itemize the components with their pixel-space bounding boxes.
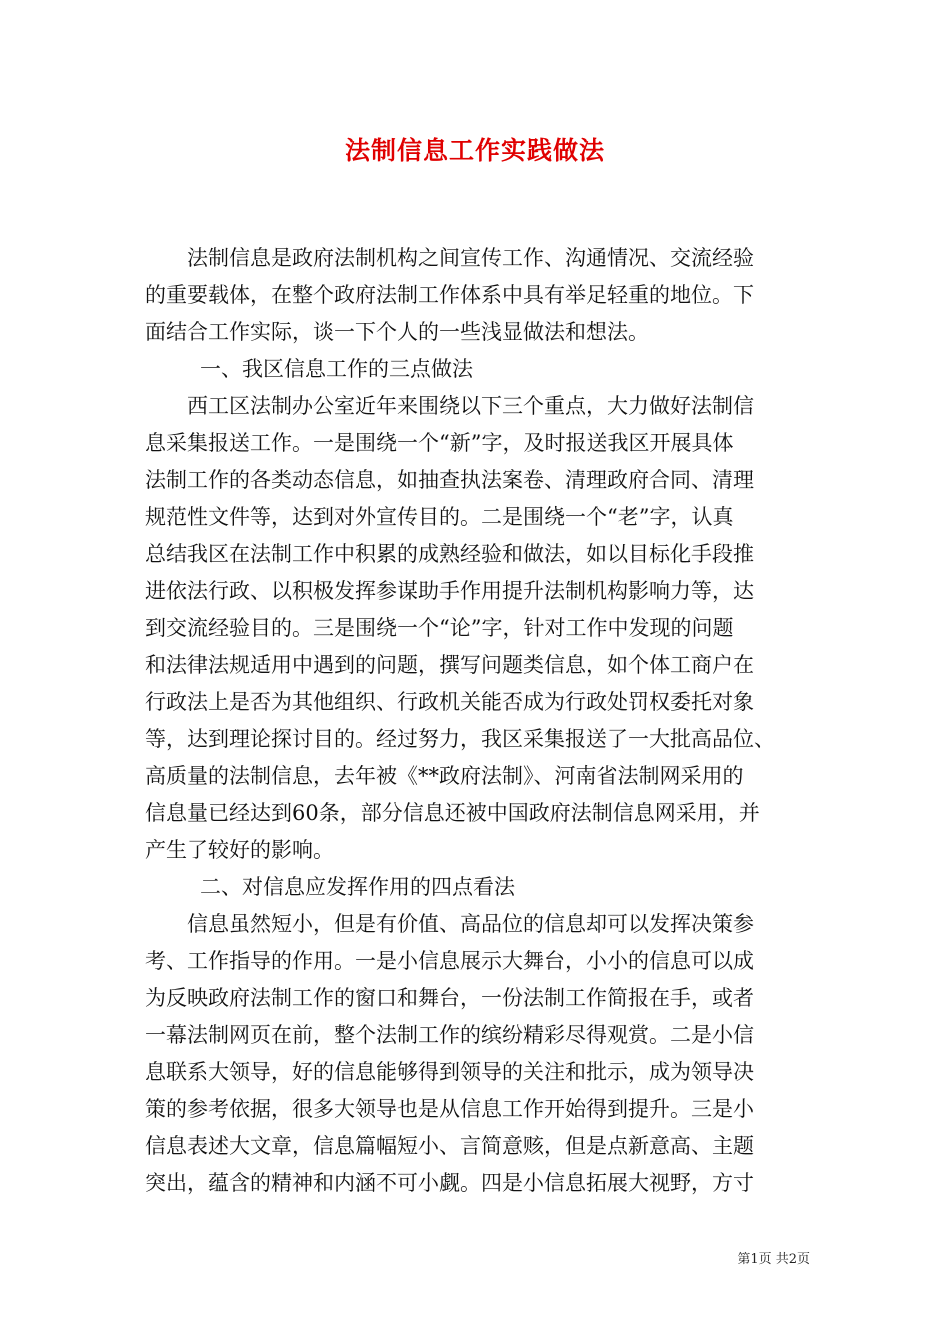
section-heading: 一、我区信息工作的三点做法 <box>200 357 473 381</box>
page-number: 第1页 共2页 <box>737 1252 810 1267</box>
paragraph-line: 和法律法规适用中遇到的问题，撰写问题类信息，如个体工商户在 <box>145 653 754 677</box>
paragraph-line: 总结我区在法制工作中积累的成熟经验和做法，如以目标化手段推 <box>145 542 754 566</box>
paragraph-line: 产生了较好的影响。 <box>145 838 334 862</box>
paragraph-line: 信息表述大文章，信息篇幅短小、言简意赅，但是点新意高、主题 <box>145 1134 754 1158</box>
paragraph-line: 高质量的法制信息，去年被《**政府法制》、河南省法制网采用的 <box>145 764 744 788</box>
paragraph-line: 为反映政府法制工作的窗口和舞台，一份法制工作简报在手，或者 <box>145 986 754 1010</box>
paragraph-line: 息联系大领导，好的信息能够得到领导的关注和批示，成为领导决 <box>145 1060 754 1084</box>
paragraph-line: 一幕法制网页在前，整个法制工作的缤纷精彩尽得观赏。二是小信 <box>145 1023 754 1047</box>
paragraph-line: 进依法行政、以积极发挥参谋助手作用提升法制机构影响力等，达 <box>145 579 754 603</box>
paragraph-line: 考、工作指导的作用。一是小信息展示大舞台，小小的信息可以成 <box>145 949 754 973</box>
paragraph-line: 法制工作的各类动态信息，如抽查执法案卷、清理政府合同、清理 <box>145 468 754 492</box>
paragraph-line: 等，达到理论探讨目的。经过努力，我区采集报送了一大批高品位、 <box>145 727 775 751</box>
paragraph-line: 规范性文件等，达到对外宣传目的。二是围绕一个“老”字，认真 <box>145 505 734 529</box>
paragraph-line: 到交流经验目的。三是围绕一个“论”字，针对工作中发现的问题 <box>145 616 734 640</box>
paragraph-line: 面结合工作实际，谈一下个人的一些浅显做法和想法。 <box>145 320 649 344</box>
document-title: 法制信息工作实践做法 <box>344 136 605 165</box>
paragraph-line: 突出，蕴含的精神和内涵不可小觑。四是小信息拓展大视野，方寸 <box>145 1171 754 1195</box>
paragraph-line: 信息量已经达到60条，部分信息还被中国政府法制信息网采用，并 <box>145 801 760 825</box>
paragraph-line: 信息虽然短小，但是有价值、高品位的信息却可以发挥决策参 <box>187 912 754 936</box>
document-body <box>145 240 815 1202</box>
paragraph-line: 息采集报送工作。一是围绕一个“新”字，及时报送我区开展具体 <box>145 431 734 455</box>
paragraph-line: 法制信息是政府法制机构之间宣传工作、沟通情况、交流经验 <box>187 246 754 270</box>
paragraph-line: 行政法上是否为其他组织、行政机关能否成为行政处罚权委托对象 <box>145 690 754 714</box>
paragraph-line: 西工区法制办公室近年来围绕以下三个重点，大力做好法制信 <box>187 394 754 418</box>
paragraph-line: 策的参考依据，很多大领导也是从信息工作开始得到提升。三是小 <box>145 1097 754 1121</box>
paragraph-line: 的重要载体，在整个政府法制工作体系中具有举足轻重的地位。下 <box>145 283 754 307</box>
section-heading: 二、对信息应发挥作用的四点看法 <box>200 875 515 899</box>
